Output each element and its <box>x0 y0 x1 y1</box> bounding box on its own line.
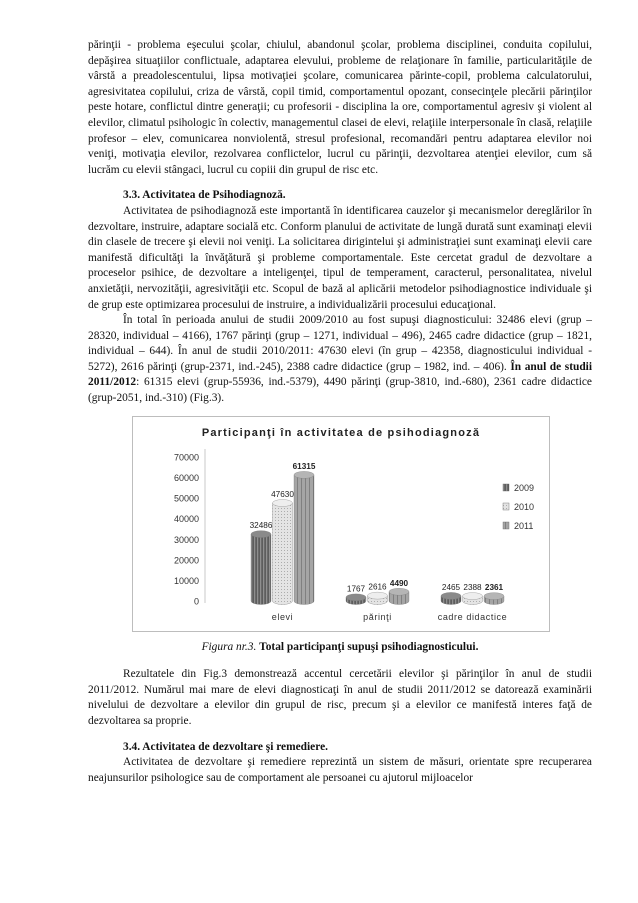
legend-swatch <box>503 522 509 529</box>
paragraph-intro: părinţii - problema eşecului şcolar, chiulul, abandonul şcolar, problema disciplinei, conduita copilului, depăşirea situaţiilor conflictuale, adaptarea elevului, probleme de relaţionare în familie, particularităţile de vârstă a preadolescentului, lipsa motivaţiei şcolare, comunicarea părinte-copil, problema calculatorului, agresivitatea copilului, criza de vârstă, copil timid, comportamentul opozant, consecinţele plecării părinţilor peste hotare, conflictul dintre generaţii; cu profesorii - disciplina la ore, comportamentul agresiv şi violent al elevilor, climatul psihologic în colectiv, managementul clasei de elevi, relaţiile interpersonale în clasă, relaţiile profesor – elev, comunicarea nonviolentă, stresul profesional, recomandări pentru adaptarea elevilor noi veniţi, motivaţia elevilor, rezolvarea conflictelor, lucrul cu părinţii, dezvoltarea atenţiei elevilor, cum să lucrăm cu elevii stângaci, lucrul cu copiii din grupul de risc etc. <box>88 39 592 176</box>
data-label: 1767 <box>346 584 366 594</box>
data-label: 2361 <box>484 582 504 592</box>
participants-chart <box>132 416 550 632</box>
bar <box>294 471 314 604</box>
caption-figure-number: Figura nr.3. <box>201 640 257 653</box>
legend-label: 2009 <box>514 482 535 493</box>
figure-caption <box>88 640 592 656</box>
y-axis <box>174 449 205 607</box>
y-tick-label: 70000 <box>173 452 199 463</box>
legend-label: 2010 <box>514 501 535 512</box>
x-tick-label: părinţi <box>363 611 392 622</box>
paragraph-psihodiagnoza: Activitatea de psihodiagnoză este importantă în identificarea cauzelor şi mecanismelor dereglărilor în dezvoltare, instruire, adaptare socială etc. Conform planului de activitate de lungă durată sunt examinaţi elevii din clasele de trecere şi elevii noi veniţi. La solicitarea dirigintelui şi administraţiei sunt examinaţi elevii care manifestă dificultăţi la învăţătură şi probleme comportamentale. Este cercetat gradul de dezvoltare a proceselor psihice, de dezvoltare a inteligenţei, tipul de temperament, caracterul, personalitatea, nivelul anxietăţii, nervozităţii, agresivităţii etc. Scopul de bază al aplicării metodelor psihodiagnostice individuale şi de grup este optimizarea procesului de instruire, a individualizării procesului educaţional. <box>88 204 592 311</box>
bar <box>484 592 504 604</box>
caption-title: Total participanţi supuşi psihodiagnosticului. <box>259 640 479 653</box>
y-tick-label: 60000 <box>173 472 199 483</box>
legend <box>503 483 534 531</box>
x-axis-labels <box>272 612 508 622</box>
bar <box>346 594 366 605</box>
legend-label: 2011 <box>514 520 534 531</box>
data-label: 2616 <box>368 582 387 592</box>
data-label: 4490 <box>389 578 409 588</box>
data-label: 2465 <box>441 582 461 592</box>
data-label: 61315 <box>292 461 316 471</box>
y-tick-label: 40000 <box>173 513 199 524</box>
document-page <box>88 38 592 786</box>
section-heading-dezvoltare: 3.4. Activitatea de dezvoltare şi remediere. <box>123 740 328 753</box>
paragraph-dezvoltare: Activitatea de dezvoltare şi remediere reprezintă un sistem de măsuri, orientate spre recuperarea neajunsurilor psihologice sau de comportament ale persoanei cu ajutorul mijloacelor <box>88 756 592 784</box>
bars-group <box>250 462 504 605</box>
bar <box>389 588 409 604</box>
bar <box>251 530 271 604</box>
data-label: 47630 <box>271 489 294 499</box>
y-tick-label: 10000 <box>173 575 199 586</box>
bar <box>463 592 483 604</box>
y-tick-label: 0 <box>193 596 199 607</box>
x-tick-label: elevi <box>271 611 294 622</box>
legend-swatch <box>503 484 509 491</box>
y-tick-label: 30000 <box>173 534 199 545</box>
totals-text-bold: În anul de studii 2011/2012 <box>88 360 592 389</box>
x-tick-label: cadre didactice <box>437 611 508 622</box>
chart-svg <box>133 417 549 631</box>
data-label: 2388 <box>463 582 482 592</box>
y-tick-label: 50000 <box>173 493 199 504</box>
data-label: 32486 <box>249 520 273 530</box>
bar <box>441 592 461 604</box>
legend-swatch <box>503 503 509 510</box>
section-heading-psihodiagnoza: 3.3. Activitatea de Psihodiagnoză. <box>123 189 286 202</box>
totals-text-c: : 61315 elevi (grup-55936, ind.-5379), 4490 părinţi (grup-3810, ind.-680), 2361 cadre didactice (grup-2051, ind.-310) (Fig.3). <box>88 376 592 405</box>
bar <box>273 499 293 604</box>
bar <box>368 592 388 604</box>
paragraph-results: Rezultatele din Fig.3 demonstrează accentul cercetării elevilor şi părinţilor în anul de studii 2011/2012. Numărul mai mare de elevi diagnosticaţi în anul de studii 2011/2012 se datorează examinării nivelului de dezvoltare a elevilor din grupul de risc, precum şi a elevilor ce manifestă interes faţă de dezvoltarea sa proprie. <box>88 668 592 728</box>
chart-title: Participanţi în activitatea de psihodiagnoză <box>201 426 481 439</box>
paragraph-totals <box>88 313 592 407</box>
y-tick-label: 20000 <box>173 555 199 566</box>
totals-text-a: În total în perioada anului de studii 2009/2010 au fost supuşi diagnosticului: 32486 elevi (grup – 28320, individual – 4166), 1767 părinţi (grup – 1271, individual – 496), 2465 cadre didactice (grup – 1821, individual – 644). În anul de studii 2010/2011: 47630 elevi (în grup – 42358, diagnosticului individual - 5272), 2616 părinţi (grup-2371, ind.-245), 2388 cadre didactice (grup – 1982, ind. – 406). <box>88 314 592 373</box>
